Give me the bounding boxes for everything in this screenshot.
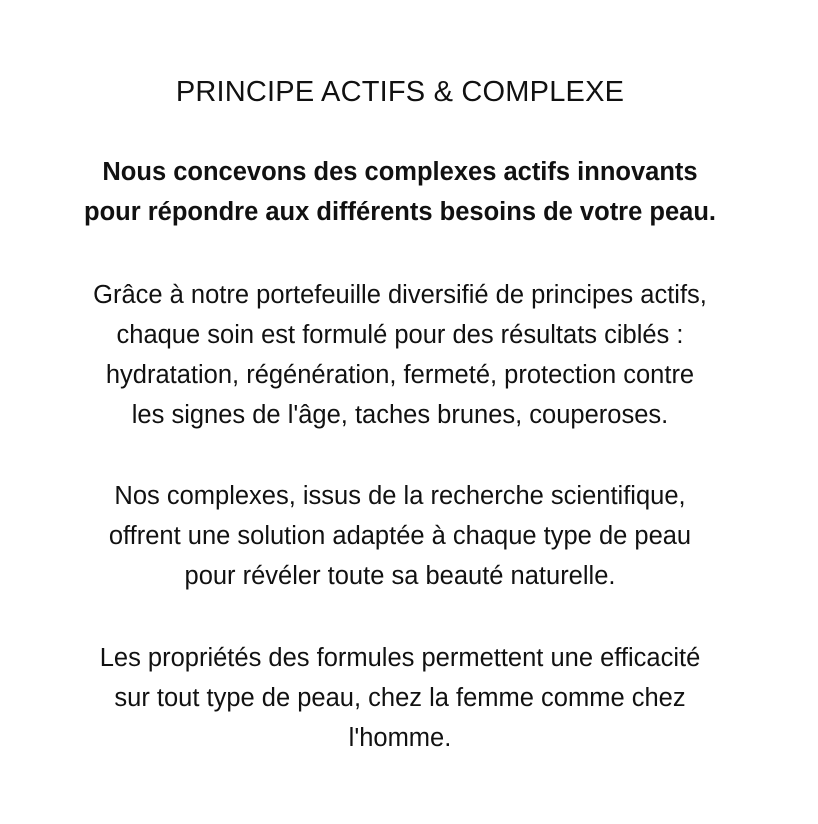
paragraph-complexes [20,476,780,596]
paragraph-line: Les propriétés des formules permettent une efficacité [99,644,701,672]
page-title: PRINCIPE ACTIFS & COMPLEXE [175,76,625,108]
paragraph-line: offrent une solution adaptée à chaque type de peau [108,522,692,550]
paragraph-line: Grâce à notre portefeuille diversifié de principes actifs, [93,281,707,309]
lead-line: Nous concevons des complexes actifs innovants [102,158,698,186]
paragraph-line: l'homme. [348,724,452,752]
paragraph-line: hydratation, régénération, fermeté, protection contre [105,361,695,389]
paragraph-line: les signes de l'âge, taches brunes, couperoses. [131,401,669,429]
paragraph-line: pour révéler toute sa beauté naturelle. [184,562,616,590]
lead-paragraph [20,152,780,232]
paragraph-line: sur tout type de peau, chez la femme comme chez [114,684,686,712]
paragraph-efficacy [20,638,780,758]
paragraph-line: chaque soin est formulé pour des résultats ciblés : [116,321,684,349]
paragraph-actives [20,275,780,435]
paragraph-line: Nos complexes, issus de la recherche scientifique, [114,482,686,510]
lead-line: pour répondre aux différents besoins de votre peau. [84,198,716,226]
